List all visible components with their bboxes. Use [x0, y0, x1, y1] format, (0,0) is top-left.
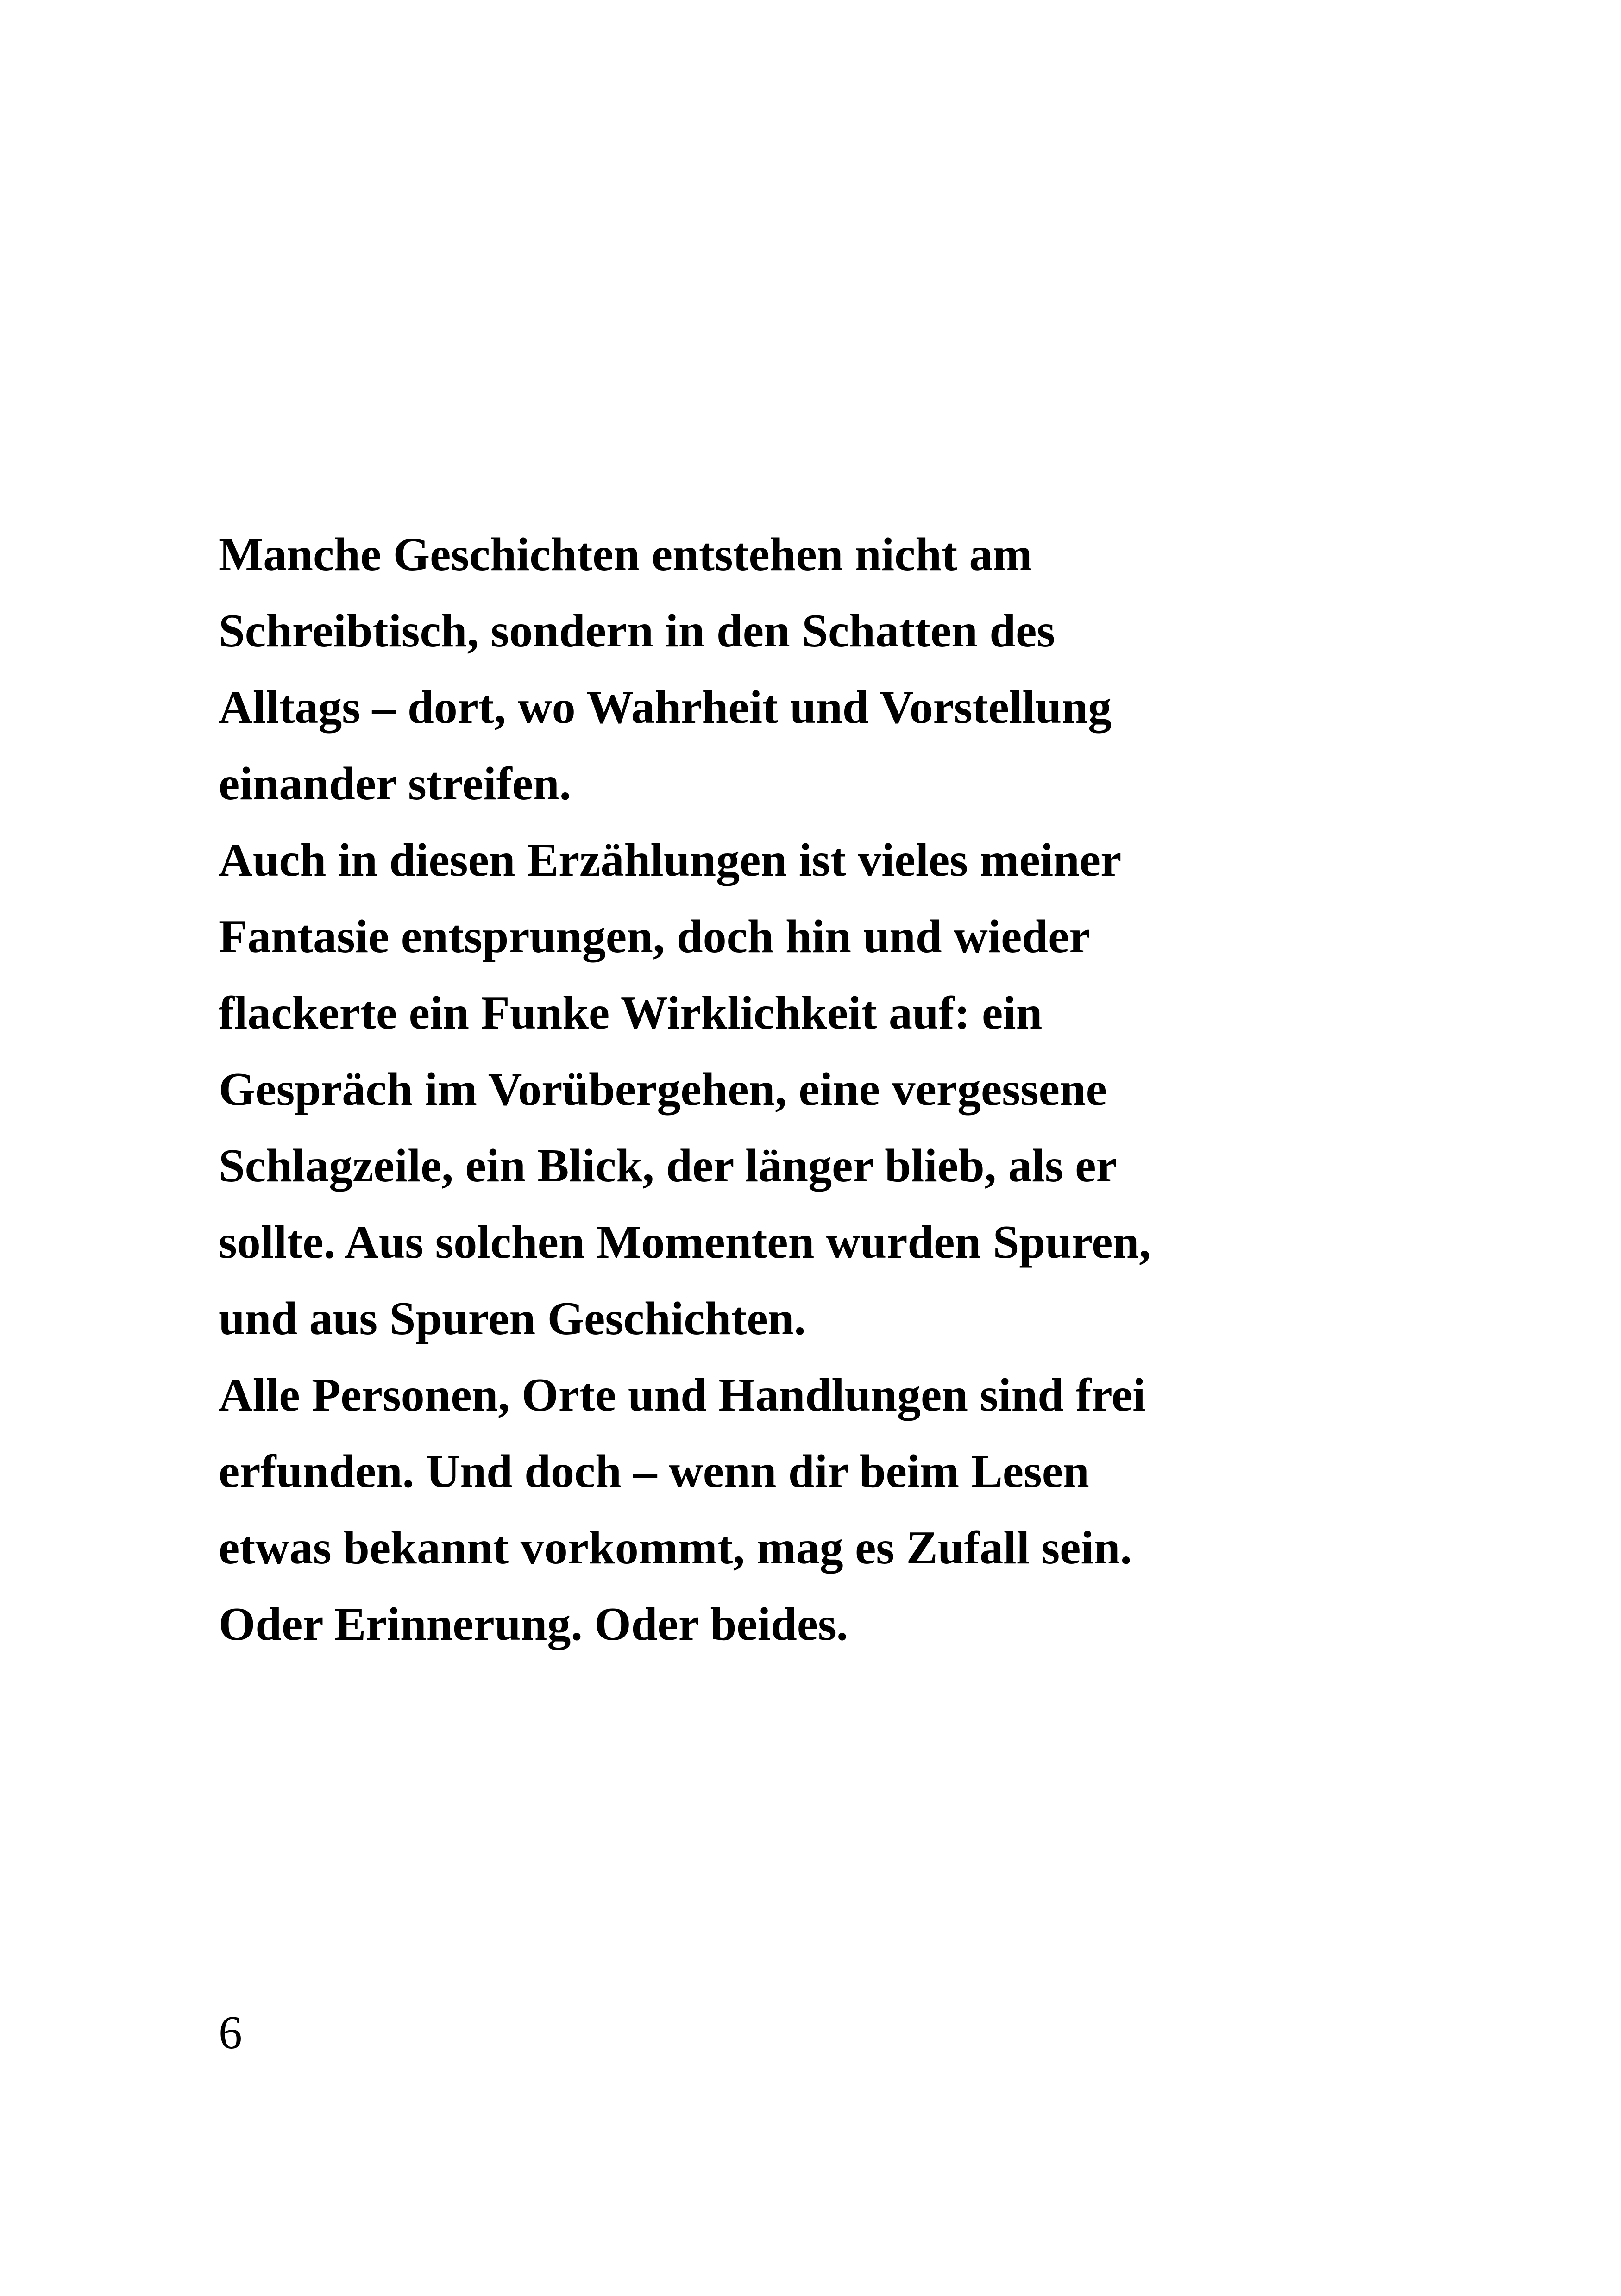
text-line: Oder Erinnerung. Oder beides. [219, 1598, 848, 1650]
text-line: Manche Geschichten entstehen nicht am [219, 528, 1032, 581]
body-text [219, 516, 1469, 1662]
text-line: Auch in diesen Erzählungen ist vieles meiner [219, 834, 1122, 886]
text-line: erfunden. Und doch – wenn dir beim Lesen [219, 1445, 1089, 1498]
text-line: flackerte ein Funke Wirklichkeit auf: ein [219, 987, 1043, 1039]
text-line: Schreibtisch, sondern in den Schatten des [219, 605, 1056, 657]
text-line: etwas bekannt vorkommt, mag es Zufall sein. [219, 1522, 1132, 1574]
text-line: Gespräch im Vorübergehen, eine vergessene [219, 1063, 1107, 1116]
text-line: sollte. Aus solchen Momenten wurden Spuren, [219, 1216, 1151, 1268]
text-line: Alltags – dort, wo Wahrheit und Vorstellung [219, 681, 1112, 734]
text-line: Schlagzeile, ein Blick, der länger blieb, als er [219, 1140, 1117, 1192]
text-line: und aus Spuren Geschichten. [219, 1292, 806, 1345]
text-line: einander streifen. [219, 758, 572, 810]
text-line: Fantasie entsprungen, doch hin und wieder [219, 910, 1090, 963]
text-line: Alle Personen, Orte und Handlungen sind frei [219, 1369, 1146, 1421]
page-number: 6 [219, 2007, 242, 2059]
